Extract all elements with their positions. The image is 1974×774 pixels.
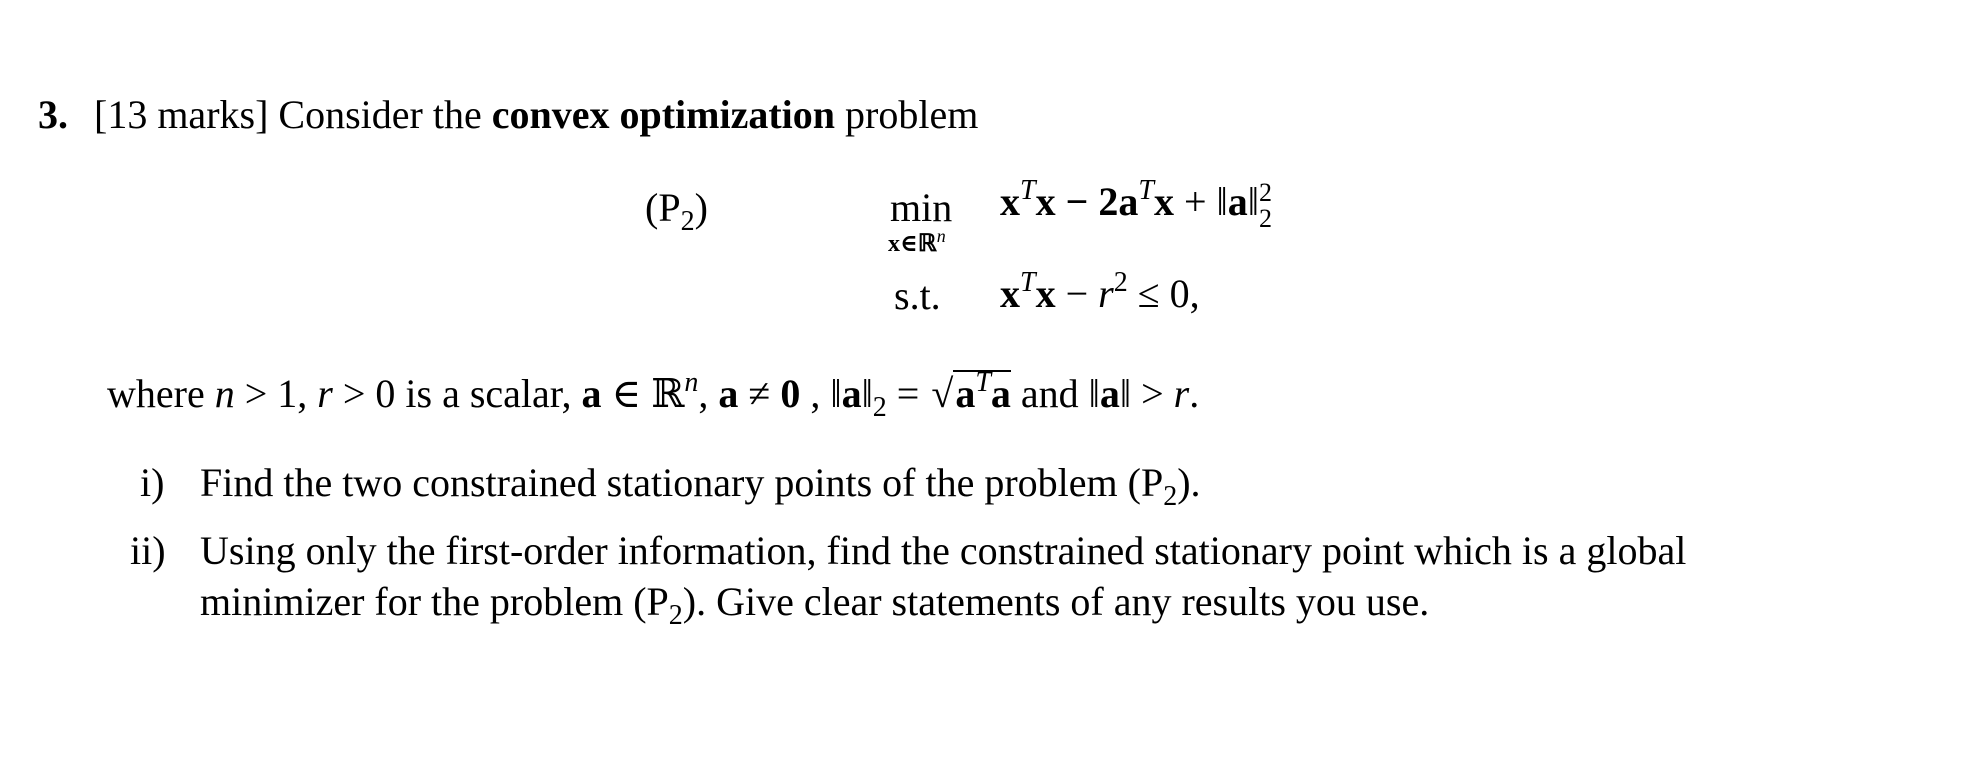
min-subscript <box>888 226 946 257</box>
item-2-line2-before: minimizer for the problem (P <box>200 579 669 624</box>
where-a1: a <box>581 371 602 416</box>
item-2-line2-after: ). Give clear statements of any results you use. <box>682 579 1430 624</box>
item-1-text-before: Find the two constrained stationary points of the problem (P <box>200 460 1164 505</box>
where-t2: > 1, <box>234 371 318 416</box>
where-zero: 0 <box>780 371 801 416</box>
where-t12: . <box>1189 371 1200 416</box>
where-T: T <box>975 367 991 398</box>
item-2-sub: 2 <box>668 600 683 631</box>
obj-x2: x − 2 <box>1035 179 1119 224</box>
item-1-text <box>200 459 1201 512</box>
question-intro-after: problem <box>835 92 979 137</box>
con-sup: 2 <box>1113 267 1128 298</box>
obj-t1: T <box>1020 175 1036 206</box>
con-x2: x <box>1035 271 1056 316</box>
obj-t2: T <box>1138 175 1154 206</box>
where-n2: n <box>684 367 699 398</box>
obj-a: a <box>1118 179 1139 224</box>
where-t9: = <box>886 371 930 416</box>
where-t5: , <box>698 371 719 416</box>
con-x1: x <box>1000 271 1020 316</box>
min-subscript-sup: n <box>936 226 946 246</box>
con-rest: ≤ 0, <box>1127 271 1200 316</box>
item-2-line-1: Using only the first-order information, find the constrained stationary point which is a global <box>200 528 1687 573</box>
where-t3: > 0 is a scalar, <box>332 371 582 416</box>
problem-label <box>645 185 708 237</box>
where-a5: a <box>990 371 1011 416</box>
con-r: r <box>1098 271 1114 316</box>
con-t1: T <box>1020 267 1036 298</box>
where-t6: ≠ <box>738 371 781 416</box>
where-a4: a <box>955 371 976 416</box>
where-n: n <box>214 371 235 416</box>
question-intro-before: Consider the <box>268 92 492 137</box>
question-intro-bold: convex optimization <box>491 92 836 137</box>
item-2-number: ii) <box>130 528 166 573</box>
obj-plus: + ‖ <box>1173 179 1228 224</box>
objective-function <box>1000 175 1272 234</box>
item-1-text-after: ). <box>1177 460 1201 505</box>
sqrt-sign: √ <box>931 371 954 416</box>
question-marks: [13 marks] <box>94 92 269 137</box>
obj-x3: x <box>1153 179 1174 224</box>
where-t1: where <box>107 371 215 416</box>
obj-norm-close: ‖ <box>1247 179 1259 224</box>
obj-sup: 2 <box>1258 178 1272 207</box>
where-r: r <box>317 371 333 416</box>
item-1-number: i) <box>140 460 165 505</box>
where-t7: , ‖ <box>800 371 842 416</box>
obj-x1: x <box>1000 179 1020 224</box>
min-subscript-text: x∈ℝ <box>888 231 937 257</box>
where-t4: ∈ ℝ <box>601 371 685 416</box>
where-t11: ‖ > <box>1119 371 1174 416</box>
problem-label-sub: 2 <box>680 206 695 237</box>
where-a6: a <box>1099 371 1120 416</box>
sqrt-body <box>953 367 1011 416</box>
problem-label-text: (P <box>645 185 681 230</box>
min-operator: min <box>890 185 953 230</box>
item-1-sub: 2 <box>1163 481 1178 512</box>
obj-a2: a <box>1227 179 1248 224</box>
where-a2: a <box>718 371 739 416</box>
obj-sub: 2 <box>1258 204 1272 233</box>
where-t10: and ‖ <box>1010 371 1100 416</box>
where-a3: a <box>841 371 862 416</box>
obj-norm-scripts <box>1259 180 1272 232</box>
con-minus: − <box>1055 271 1099 316</box>
where-sub2: 2 <box>872 392 887 423</box>
where-conditions <box>107 367 1200 423</box>
sqrt-expression <box>929 367 1011 416</box>
problem-label-close: ) <box>694 185 708 230</box>
where-r2: r <box>1173 371 1190 416</box>
subject-to-label: s.t. <box>894 273 941 318</box>
constraint <box>1000 267 1200 316</box>
question-header <box>38 92 979 137</box>
question-number: 3. <box>38 92 68 137</box>
item-2-line-2 <box>200 578 1430 631</box>
where-t8: ‖ <box>861 371 873 416</box>
